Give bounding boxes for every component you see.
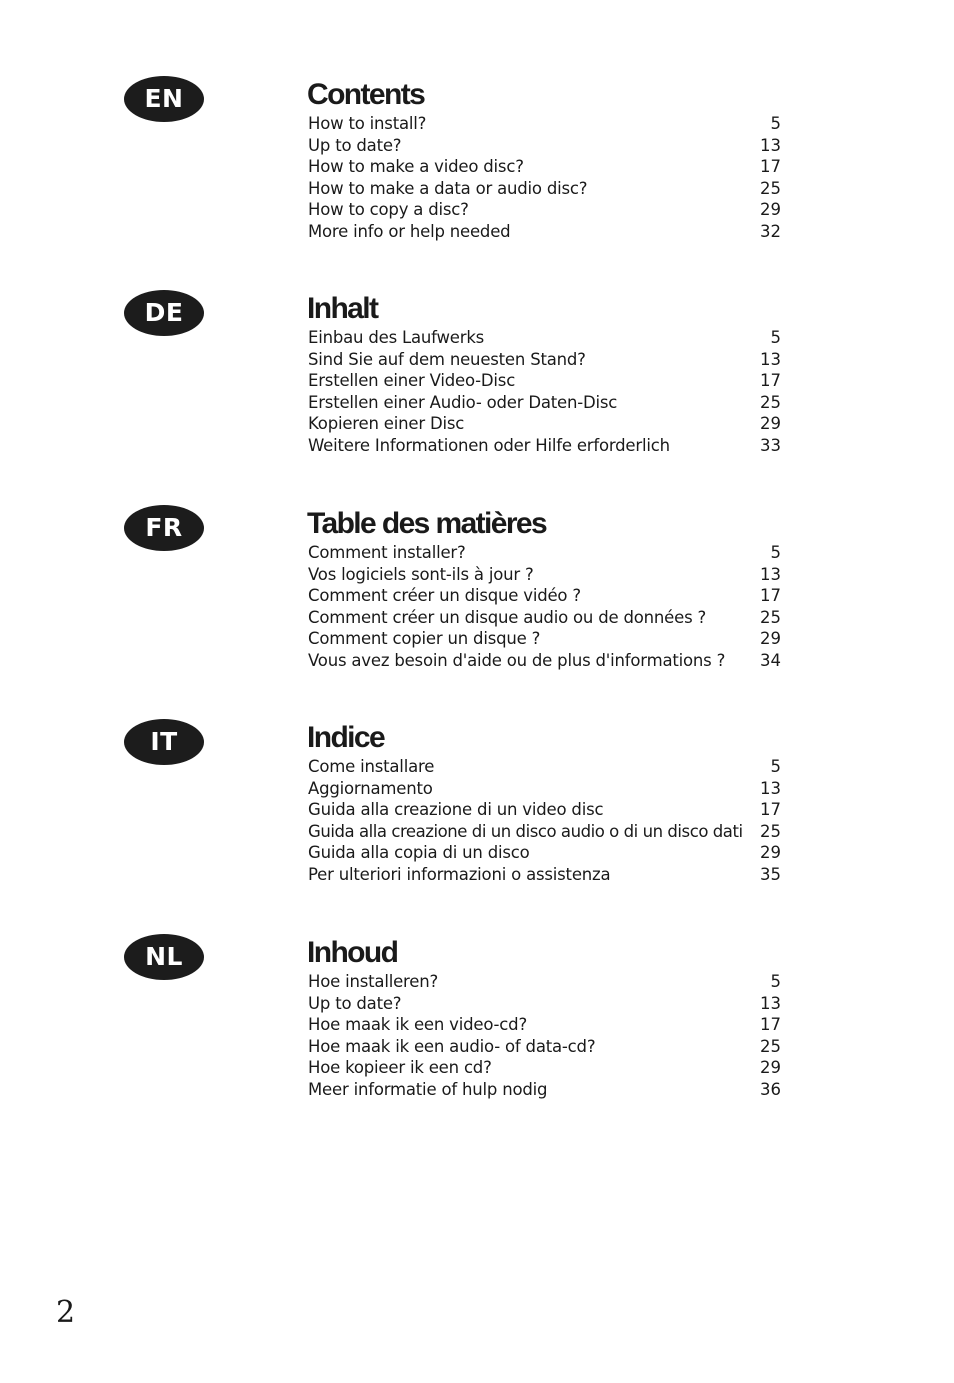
toc-entry-page: 25 [760, 821, 781, 841]
toc-entry-page: 17 [760, 800, 781, 819]
toc-entry-text: How to install? [308, 114, 427, 133]
section-title: Contents [307, 78, 425, 111]
toc-entry-page: 5 [770, 757, 781, 776]
toc-entry-page: 5 [770, 328, 781, 347]
toc-list [308, 756, 781, 885]
toc-list [308, 542, 781, 671]
toc-entry [308, 370, 781, 392]
toc-entry-text: How to make a video disc? [308, 157, 524, 176]
toc-entry-page: 29 [760, 1058, 781, 1077]
toc-entry-text: Guida alla creazione di un video disc [308, 800, 604, 819]
toc-entry-page: 25 [760, 607, 781, 627]
toc-entry-text: Hoe maak ik een video-cd? [308, 1015, 528, 1034]
toc-entry-text: Up to date? [308, 135, 402, 155]
language-badge: EN [124, 76, 204, 122]
toc-entry-text: Weitere Informationen oder Hilfe erforderlich [308, 435, 670, 455]
toc-entry-text: Kopieren einer Disc [308, 414, 465, 433]
toc-entry [308, 607, 781, 629]
toc-entry [308, 542, 781, 564]
toc-entry [308, 327, 781, 349]
toc-entry [308, 1014, 781, 1036]
toc-entry-text: Erstellen einer Video-Disc [308, 371, 516, 390]
toc-entry-text: Sind Sie auf dem neuesten Stand? [308, 349, 586, 369]
toc-entry-text: Meer informatie of hulp nodig [308, 1079, 548, 1099]
toc-entry [308, 799, 781, 821]
toc-entry [308, 1079, 781, 1101]
toc-entry [308, 585, 781, 607]
toc-entry-page: 13 [760, 349, 781, 369]
toc-entry [308, 221, 781, 243]
toc-entry [308, 564, 781, 586]
toc-entry-text: Guida alla copia di un disco [308, 843, 530, 862]
toc-entry [308, 993, 781, 1015]
toc-entry-text: Hoe kopieer ik een cd? [308, 1058, 492, 1077]
toc-entry-text: Up to date? [308, 993, 402, 1013]
toc-entry-page: 25 [760, 178, 781, 198]
language-badge: DE [124, 290, 204, 336]
toc-entry [308, 842, 781, 864]
toc-entry-page: 29 [760, 843, 781, 862]
toc-entry [308, 864, 781, 886]
toc-entry-page: 5 [770, 543, 781, 562]
toc-entry [308, 435, 781, 457]
toc-entry-page: 13 [760, 993, 781, 1013]
toc-list [308, 327, 781, 456]
toc-entry-page: 29 [760, 629, 781, 648]
toc-entry-text: How to copy a disc? [308, 200, 469, 219]
toc-entry-page: 13 [760, 135, 781, 155]
language-badge: NL [124, 934, 204, 980]
toc-entry-page: 5 [770, 114, 781, 133]
toc-entry-text: Per ulteriori informazioni o assistenza [308, 864, 611, 884]
toc-entry-page: 17 [760, 586, 781, 605]
toc-entry-text: Vos logiciels sont-ils à jour ? [308, 564, 534, 584]
toc-entry [308, 778, 781, 800]
toc-entry [308, 349, 781, 371]
toc-entry [308, 756, 781, 778]
toc-list [308, 971, 781, 1100]
toc-entry-text: Guida alla creazione di un disco audio o di un disco dati [308, 821, 743, 841]
toc-entry-page: 17 [760, 157, 781, 176]
toc-entry [308, 199, 781, 221]
toc-entry [308, 113, 781, 135]
section-title: Inhalt [307, 292, 378, 325]
toc-entry [308, 135, 781, 157]
toc-entry [308, 1036, 781, 1058]
toc-entry-page: 29 [760, 200, 781, 219]
page-number: 2 [56, 1295, 76, 1330]
toc-entry-text: Come installare [308, 757, 435, 776]
toc-entry-text: Comment créer un disque audio ou de données ? [308, 607, 707, 627]
toc-entry-page: 33 [760, 435, 781, 455]
toc-entry [308, 156, 781, 178]
toc-entry-text: How to make a data or audio disc? [308, 178, 588, 198]
toc-entry [308, 650, 781, 672]
toc-entry-page: 25 [760, 1036, 781, 1056]
toc-entry-page: 13 [760, 778, 781, 798]
toc-entry-page: 5 [770, 972, 781, 991]
toc-entry [308, 178, 781, 200]
toc-list [308, 113, 781, 242]
toc-entry-page: 36 [760, 1079, 781, 1099]
toc-entry-text: Vous avez besoin d'aide ou de plus d'informations ? [308, 650, 726, 670]
toc-entry-page: 17 [760, 371, 781, 390]
toc-entry [308, 971, 781, 993]
toc-entry-page: 34 [760, 650, 781, 670]
toc-entry [308, 1057, 781, 1079]
section-title: Inhoud [307, 936, 398, 969]
section-title: Table des matières [307, 507, 547, 540]
language-badge: FR [124, 505, 204, 551]
toc-entry-page: 32 [760, 221, 781, 241]
toc-entry-text: Comment installer? [308, 543, 466, 562]
toc-entry [308, 628, 781, 650]
toc-entry-text: Hoe maak ik een audio- of data-cd? [308, 1036, 596, 1056]
section-title: Indice [307, 721, 385, 754]
toc-entry-text: Comment copier un disque ? [308, 629, 541, 648]
toc-entry-page: 17 [760, 1015, 781, 1034]
toc-entry-page: 29 [760, 414, 781, 433]
toc-entry [308, 821, 781, 843]
toc-entry-page: 25 [760, 392, 781, 412]
toc-entry-text: Hoe installeren? [308, 972, 439, 991]
toc-entry-text: Erstellen einer Audio- oder Daten-Disc [308, 392, 618, 412]
toc-entry [308, 392, 781, 414]
toc-entry-text: Aggiornamento [308, 778, 433, 798]
toc-entry-text: Comment créer un disque vidéo ? [308, 586, 581, 605]
language-badge: IT [124, 719, 204, 765]
toc-entry-text: Einbau des Laufwerks [308, 328, 485, 347]
toc-entry-page: 35 [760, 864, 781, 884]
toc-entry [308, 413, 781, 435]
toc-entry-text: More info or help needed [308, 221, 511, 241]
toc-entry-page: 13 [760, 564, 781, 584]
